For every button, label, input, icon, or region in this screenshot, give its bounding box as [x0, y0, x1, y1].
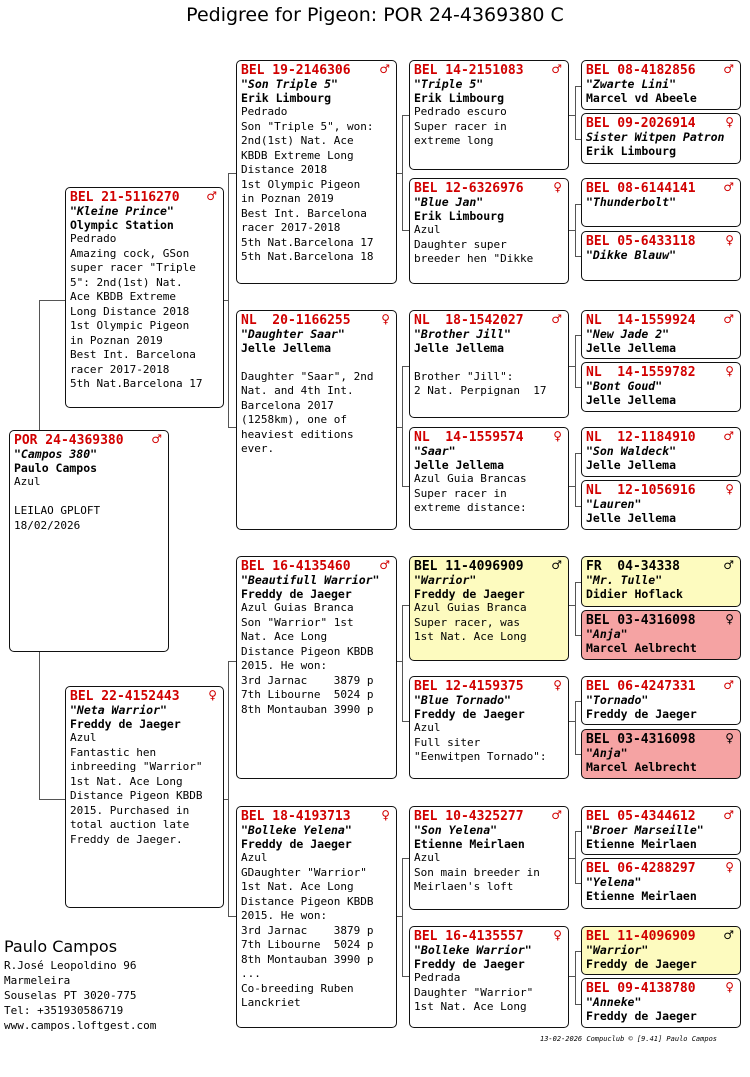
- pigeon-name: "Anneke": [586, 995, 642, 1009]
- connector: [575, 951, 576, 1004]
- ring-number: BEL 11-4096909: [586, 929, 696, 944]
- connector: [224, 799, 228, 800]
- breeder-name: Marcel vd Abeele: [586, 91, 697, 105]
- breeder-name: Etienne Meirlaen: [414, 837, 525, 851]
- breeder-name: Marcel Aelbrecht: [586, 641, 697, 655]
- breeder-name: Erik Limbourg: [241, 91, 332, 105]
- pigeon-name: "Bolleke Yelena": [241, 823, 352, 837]
- pedigree-card-sds[interactable]: [409, 310, 569, 418]
- pigeon-info: Azul GDaughter "Warrior" 1st Nat. Ace Long Distance Pigeon KBDB 2015. He won: 3rd Jarnac 3879 p 7th Libourne 5024 p 8th Montauban 3990 p ... Co-breeding Ruben Lanckriet: [241, 851, 374, 1009]
- breeder-name: Jelle Jellema: [414, 458, 505, 472]
- female-icon: ♀: [553, 928, 562, 942]
- connector: [39, 652, 40, 799]
- connector: [402, 858, 409, 859]
- breeder-name: Etienne Meirlaen: [586, 837, 697, 851]
- connector: [402, 976, 409, 977]
- ring-number: NL 12-1056916: [586, 483, 696, 498]
- pigeon-info: Azul Guias Branca Super racer, was 1st Nat. Ace Long: [414, 601, 527, 643]
- female-icon: ♀: [553, 180, 562, 194]
- connector: [402, 605, 403, 721]
- pedigree-card-sss[interactable]: [409, 60, 569, 170]
- connector: [402, 366, 403, 486]
- breeder-name: Freddy de Jaeger: [241, 837, 352, 851]
- male-icon: ♂: [723, 312, 734, 326]
- breeder-name: Erik Limbourg: [586, 144, 677, 158]
- connector: [569, 366, 575, 367]
- connector: [575, 204, 576, 256]
- breeder-contact: [4, 936, 156, 1033]
- pigeon-name: "Thunderbolt": [586, 195, 677, 209]
- ring-number: BEL 03-4316098: [586, 732, 696, 747]
- connector: [228, 661, 229, 916]
- pigeon-name: "Blue Jan": [414, 195, 484, 209]
- pedigree-card-sire[interactable]: [65, 187, 224, 408]
- ring-number: BEL 03-4316098: [586, 613, 696, 628]
- pedigree-card-dss[interactable]: [409, 556, 569, 661]
- pigeon-name: "Blue Tornado": [414, 693, 511, 707]
- connector: [228, 427, 236, 428]
- connector: [569, 858, 575, 859]
- pigeon-name: "Mr. Tulle": [586, 573, 663, 587]
- pigeon-name: "Son Triple 5": [241, 77, 338, 91]
- connector: [402, 115, 403, 230]
- pigeon-name: "Yelena": [586, 875, 642, 889]
- pigeon-name: "Warrior": [414, 573, 477, 587]
- pigeon-name: "Anja": [586, 627, 628, 641]
- pedigree-card-sire-sire[interactable]: [236, 60, 397, 284]
- ring-number: FR 04-34338: [586, 559, 680, 574]
- ring-number: BEL 06-4247331: [586, 679, 696, 694]
- pigeon-info: Pedrado escuro Super racer in extreme long: [414, 105, 507, 147]
- pedigree-card-g4-6[interactable]: [581, 362, 741, 412]
- female-icon: ♀: [725, 482, 734, 496]
- pigeon-name: "New Jade 2": [586, 327, 670, 341]
- pigeon-name: "Warrior": [586, 943, 649, 957]
- connector: [39, 300, 65, 301]
- pigeon-info: Azul Son main breeder in Meirlaen's loft: [414, 851, 540, 893]
- pigeon-name: "Tornado": [586, 693, 649, 707]
- connector: [402, 858, 403, 976]
- connector: [575, 335, 576, 387]
- pedigree-card-g4-3[interactable]: [581, 178, 741, 227]
- female-icon: ♀: [725, 980, 734, 994]
- male-icon: ♂: [379, 558, 390, 572]
- breeder-name: Jelle Jellema: [586, 458, 677, 472]
- connector: [397, 427, 402, 428]
- contact-city: Souselas PT 3020-775: [4, 989, 137, 1002]
- ring-number: BEL 05-4344612: [586, 809, 696, 824]
- ring-number: BEL 11-4096909: [414, 559, 524, 574]
- male-icon: ♂: [723, 808, 734, 822]
- connector: [569, 230, 575, 231]
- breeder-name: Freddy de Jaeger: [241, 587, 352, 601]
- ring-number: BEL 12-4159375: [414, 679, 524, 694]
- pigeon-info: Pedrado Amazing cock, GSon super racer "Triple 5": 2nd(1st) Nat. Ace KBDB Extreme Long Distance 2018 1st Olympic Pigeon in Poznan 2019 Best Int. Barcelona racer 2017-2018 5th Nat.Barcelona 17: [70, 232, 203, 390]
- male-icon: ♂: [551, 312, 562, 326]
- connector: [569, 486, 575, 487]
- pigeon-name: "Son Yelena": [414, 823, 498, 837]
- female-icon: ♀: [725, 731, 734, 745]
- pedigree-card-g4-13[interactable]: [581, 806, 741, 855]
- ring-number: BEL 19-2146306: [241, 63, 351, 78]
- ring-number: BEL 08-4182856: [586, 63, 696, 78]
- breeder-name: Jelle Jellema: [586, 393, 677, 407]
- ring-number: BEL 08-6144141: [586, 181, 696, 196]
- pigeon-name: "Saar": [414, 444, 456, 458]
- male-icon: ♂: [723, 558, 734, 572]
- breeder-name: Marcel Aelbrecht: [586, 760, 697, 774]
- connector: [575, 701, 576, 754]
- pigeon-info: Pedrado Son "Triple 5", won: 2nd(1st) Nat. Ace KBDB Extreme Long Distance 2018 1st Olympic Pigeon in Poznan 2019 Best Int. Barcelona racer 2017-2018 5th Nat.Barcelona 17 5th Nat.Barcelona 18: [241, 105, 374, 263]
- ring-number: BEL 18-4193713: [241, 809, 351, 824]
- pedigree-card-g4-11[interactable]: [581, 676, 741, 725]
- pigeon-name: "Triple 5": [414, 77, 484, 91]
- contact-phone: Tel: +351930586719: [4, 1004, 124, 1017]
- pedigree-card-g4-1[interactable]: [581, 60, 741, 110]
- pigeon-name: "Campos 380": [14, 447, 98, 461]
- pedigree-card-g4-4[interactable]: [581, 231, 741, 281]
- connector: [402, 366, 409, 367]
- connector: [397, 173, 402, 174]
- connector: [397, 661, 402, 662]
- pigeon-name: "Broer Marseille": [586, 823, 704, 837]
- breeder-name: Freddy de Jaeger: [414, 957, 525, 971]
- breeder-name: Jelle Jellema: [414, 341, 505, 355]
- pigeon-name: "Son Waldeck": [586, 444, 677, 458]
- pigeon-name: "Daughter Saar": [241, 327, 345, 341]
- connector: [569, 115, 575, 116]
- connector: [228, 916, 236, 917]
- pigeon-info: Azul Fantastic hen inbreeding "Warrior" 1st Nat. Ace Long Distance Pigeon KBDB 2015. Purchased in total auction late Freddy de Jaeger.: [70, 731, 203, 846]
- female-icon: ♀: [725, 364, 734, 378]
- pigeon-name: "Dikke Blauw": [586, 248, 677, 262]
- connector: [569, 605, 575, 606]
- ring-number: BEL 16-4135460: [241, 559, 351, 574]
- ring-number: BEL 16-4135557: [414, 929, 524, 944]
- ring-number: BEL 10-4325277: [414, 809, 524, 824]
- pigeon-info: Azul Full siter "Eenwitpen Tornado":: [414, 721, 547, 763]
- ring-number: BEL 05-6433118: [586, 234, 696, 249]
- male-icon: ♂: [723, 928, 734, 942]
- connector: [402, 115, 409, 116]
- connector: [397, 916, 402, 917]
- breeder-name: Freddy de Jaeger: [70, 717, 181, 731]
- connector: [575, 831, 576, 883]
- pigeon-name: "Beautifull Warrior": [241, 573, 380, 587]
- ring-number: BEL 14-2151083: [414, 63, 524, 78]
- connector: [569, 976, 575, 977]
- ring-number: NL 14-1559924: [586, 313, 696, 328]
- ring-number: NL 20-1166255: [241, 313, 351, 328]
- ring-number: NL 14-1559574: [414, 430, 524, 445]
- breeder-name: Erik Limbourg: [414, 91, 505, 105]
- female-icon: ♀: [725, 612, 734, 626]
- pedigree-card-g4-2[interactable]: [581, 113, 741, 164]
- breeder-name: Freddy de Jaeger: [586, 1009, 697, 1023]
- pigeon-info: Azul Guias Branca Son "Warrior" 1st Nat. Ace Long Distance Pigeon KBDB 2015. He won: 3rd Jarnac 3879 p 7th Libourne 5024 p 8th Montauban 3990 p: [241, 601, 374, 716]
- connector: [228, 173, 236, 174]
- breeder-name: Freddy de Jaeger: [586, 957, 697, 971]
- pedigree-card-g4-14[interactable]: [581, 858, 741, 909]
- pigeon-name: "Bont Goud": [586, 379, 663, 393]
- ring-number: NL 14-1559782: [586, 365, 696, 380]
- connector: [39, 300, 40, 430]
- breeder-name: Paulo Campos: [14, 461, 98, 475]
- pedigree-card-dam[interactable]: [65, 686, 224, 908]
- male-icon: ♂: [723, 678, 734, 692]
- pedigree-card-dam-dam[interactable]: [236, 806, 397, 1028]
- pigeon-name: "Anja": [586, 746, 628, 760]
- pigeon-name: "Zwarte Lini": [586, 77, 677, 91]
- female-icon: ♀: [725, 115, 734, 129]
- connector: [402, 721, 409, 722]
- pedigree-card-sire-dam[interactable]: [236, 310, 397, 530]
- ring-number: POR 24-4369380: [14, 433, 124, 448]
- connector: [569, 721, 575, 722]
- pigeon-info: Azul LEILAO GPLOFT 18/02/2026: [14, 475, 101, 532]
- ring-number: BEL 12-6326976: [414, 181, 524, 196]
- pedigree-card-g4-8[interactable]: [581, 480, 741, 530]
- male-icon: ♂: [723, 180, 734, 194]
- breeder-name: Freddy de Jaeger: [586, 707, 697, 721]
- pigeon-name: "Bolleke Warrior": [414, 943, 532, 957]
- print-stamp: 13-02-2026 Compuclub © [9.41] Paulo Campos: [540, 1035, 718, 1043]
- pedigree-card-g4-9[interactable]: [581, 556, 741, 607]
- breeder-name: Jelle Jellema: [241, 341, 332, 355]
- breeder-name: Jelle Jellema: [586, 341, 677, 355]
- pigeon-name: "Kleine Prince": [70, 204, 174, 218]
- male-icon: ♂: [151, 432, 162, 446]
- breeder-name: Jelle Jellema: [586, 511, 677, 525]
- pedigree-card-ddd[interactable]: [409, 926, 569, 1028]
- pedigree-card-g4-10[interactable]: [581, 610, 741, 660]
- pedigree-card-g4-5[interactable]: [581, 310, 741, 359]
- pigeon-name: "Lauren": [586, 497, 642, 511]
- pigeon-info: Azul Daughter super breeder hen "Dikke: [414, 223, 534, 265]
- pigeon-info: Brother "Jill": 2 Nat. Perpignan 17: [414, 369, 547, 397]
- male-icon: ♂: [551, 62, 562, 76]
- pigeon-info: Pedrada Daughter "Warrior" 1st Nat. Ace Long: [414, 971, 534, 1013]
- ring-number: BEL 22-4152443: [70, 689, 180, 704]
- female-icon: ♀: [208, 688, 217, 702]
- connector: [575, 582, 576, 635]
- breeder-name: Didier Hoflack: [586, 587, 683, 601]
- pigeon-name: "Brother Jill": [414, 327, 511, 341]
- female-icon: ♀: [381, 312, 390, 326]
- breeder-name: Olympic Station: [70, 218, 174, 232]
- pedigree-card-g4-15[interactable]: [581, 926, 741, 975]
- contact-website[interactable]: www.campos.loftgest.com: [4, 1019, 157, 1032]
- ring-number: BEL 09-4138780: [586, 981, 696, 996]
- pigeon-name: Sister Witpen Patron: [586, 130, 725, 144]
- male-icon: ♂: [551, 558, 562, 572]
- connector: [402, 230, 409, 231]
- ring-number: BEL 06-4288297: [586, 861, 696, 876]
- female-icon: ♀: [553, 678, 562, 692]
- ring-number: NL 18-1542027: [414, 313, 524, 328]
- female-icon: ♀: [725, 860, 734, 874]
- pedigree-card-dam-sire[interactable]: [236, 556, 397, 779]
- pedigree-card-g4-16[interactable]: [581, 978, 741, 1028]
- connector: [228, 173, 229, 427]
- connector: [575, 86, 576, 139]
- connector: [224, 300, 228, 301]
- pedigree-card-dsd[interactable]: [409, 676, 569, 779]
- male-icon: ♂: [723, 62, 734, 76]
- pigeon-name: "Neta Warrior": [70, 703, 167, 717]
- breeder-name: Freddy de Jaeger: [414, 707, 525, 721]
- pigeon-info: Daughter "Saar", 2nd Nat. and 4th Int. Barcelona 2017 (1258km), one of heaviest editions ever.: [241, 369, 374, 455]
- connector: [402, 486, 409, 487]
- pigeon-info: Azul Guia Brancas Super racer in extreme distance:: [414, 472, 527, 514]
- pedigree-card-g4-7[interactable]: [581, 427, 741, 477]
- male-icon: ♂: [379, 62, 390, 76]
- breeder-name: Etienne Meirlaen: [586, 889, 697, 903]
- pedigree-card-sdd[interactable]: [409, 427, 569, 530]
- breeder-name: Erik Limbourg: [414, 209, 505, 223]
- breeder-name: Freddy de Jaeger: [414, 587, 525, 601]
- pedigree-card-dds[interactable]: [409, 806, 569, 910]
- ring-number: BEL 09-2026914: [586, 116, 696, 131]
- contact-address: R.José Leopoldino 96: [4, 959, 137, 972]
- ring-number: NL 12-1184910: [586, 430, 696, 445]
- pedigree-card-ssd[interactable]: [409, 178, 569, 284]
- connector: [575, 453, 576, 506]
- contact-name: Paulo Campos: [4, 937, 118, 956]
- connector: [402, 605, 409, 606]
- page-title: Pedigree for Pigeon: POR 24-4369380 C: [186, 4, 564, 26]
- connector: [228, 661, 236, 662]
- female-icon: ♀: [381, 808, 390, 822]
- connector: [39, 799, 65, 800]
- pedigree-card-subject[interactable]: [9, 430, 169, 652]
- pedigree-card-g4-12[interactable]: [581, 729, 741, 779]
- contact-locality: Marmeleira: [4, 974, 71, 987]
- male-icon: ♂: [723, 429, 734, 443]
- ring-number: BEL 21-5116270: [70, 190, 180, 205]
- male-icon: ♂: [551, 808, 562, 822]
- female-icon: ♀: [553, 429, 562, 443]
- female-icon: ♀: [725, 233, 734, 247]
- male-icon: ♂: [206, 189, 217, 203]
